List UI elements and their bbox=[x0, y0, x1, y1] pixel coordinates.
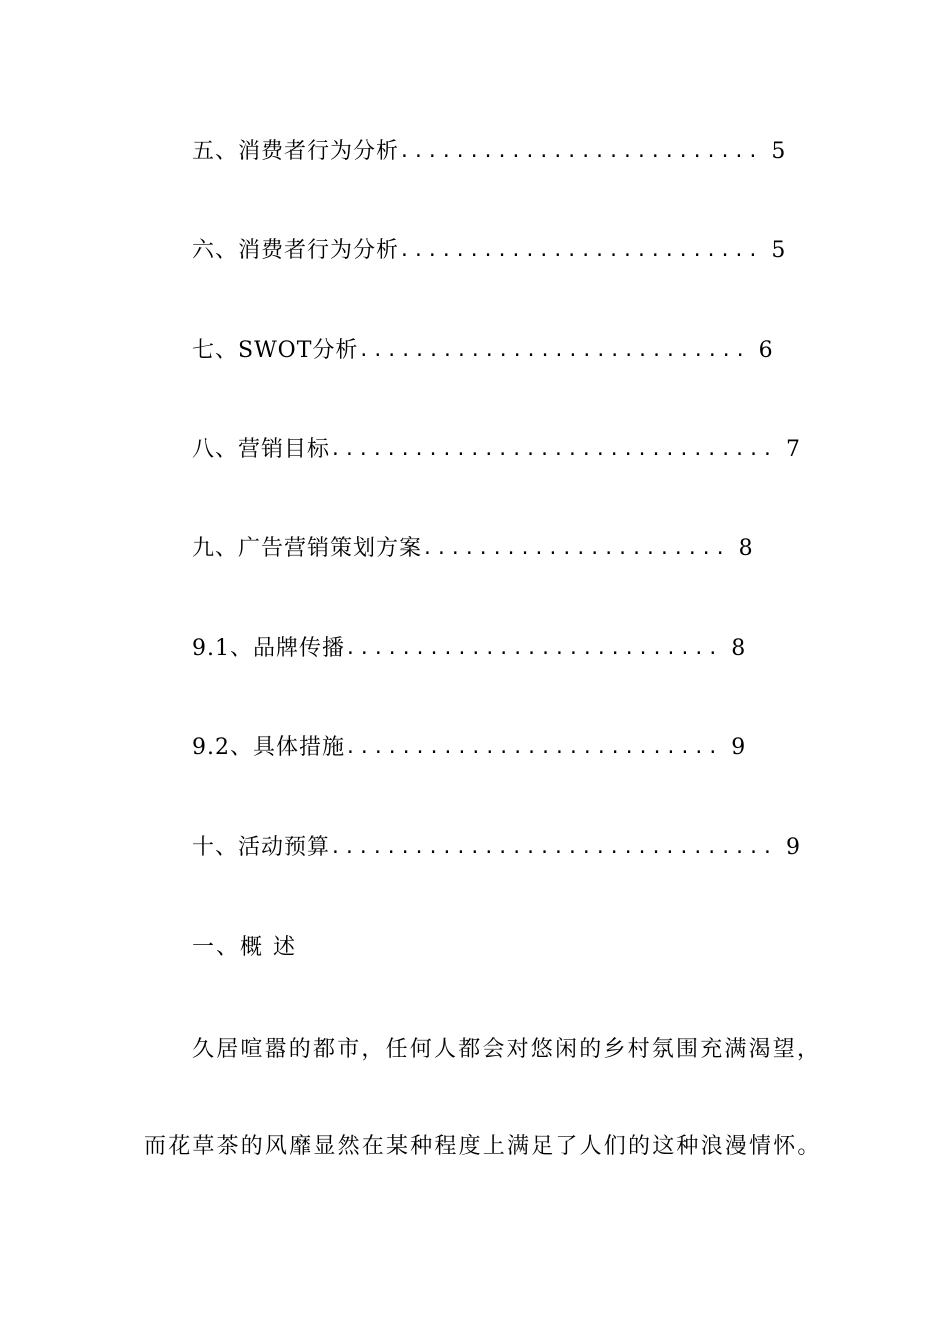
toc-entry-title: 十、活动预算 bbox=[192, 835, 331, 860]
toc-entry-leader: ............................ bbox=[358, 340, 749, 361]
toc-entry-page: 5 bbox=[771, 238, 787, 263]
toc-entry[interactable] bbox=[192, 132, 786, 172]
toc-entry[interactable] bbox=[192, 430, 801, 470]
toc-entry-leader: ................................ bbox=[330, 439, 776, 460]
toc-entry-title: 9.2、具体措施 bbox=[192, 735, 345, 760]
toc-entry[interactable] bbox=[192, 231, 786, 271]
toc-entry-page: 7 bbox=[786, 437, 801, 462]
paragraph-line: 而花草茶的风靡显然在某种程度上满足了人们的这种浪漫情怀。 bbox=[144, 1134, 822, 1159]
toc-entry-leader: ...................... bbox=[422, 538, 729, 559]
section-heading: 一、概 述 bbox=[192, 935, 297, 960]
toc-entry-leader: ........................... bbox=[345, 737, 722, 758]
toc-entry-leader: .......................... bbox=[399, 141, 762, 162]
toc-entry[interactable] bbox=[192, 529, 754, 569]
toc-entry-page: 8 bbox=[731, 636, 747, 661]
toc-entry-page: 8 bbox=[738, 536, 754, 561]
toc-entry-page: 9 bbox=[731, 735, 747, 760]
toc-entry[interactable] bbox=[192, 728, 746, 768]
toc-entry-title: 七、SWOT分析 bbox=[192, 338, 359, 363]
toc-entry[interactable] bbox=[192, 629, 746, 669]
toc-entry[interactable] bbox=[192, 331, 774, 371]
toc-entry-leader: .......................... bbox=[399, 240, 762, 261]
toc-entry-title: 八、营销目标 bbox=[192, 437, 331, 462]
paragraph-line: 久居喧嚣的都市，任何人都会对悠闲的乡村氛围充满渴望， bbox=[192, 1037, 822, 1062]
toc-entry-title: 六、消费者行为分析 bbox=[192, 238, 400, 263]
toc-entry[interactable] bbox=[192, 828, 801, 868]
toc-entry-leader: ................................ bbox=[330, 837, 776, 858]
toc-entry-title: 9.1、品牌传播 bbox=[192, 636, 345, 661]
toc-entry-title: 五、消费者行为分析 bbox=[192, 139, 400, 164]
toc-entry-leader: ........................... bbox=[345, 638, 722, 659]
toc-entry-page: 9 bbox=[786, 835, 801, 860]
toc-entry-page: 6 bbox=[758, 338, 774, 363]
toc-entry-page: 5 bbox=[771, 139, 787, 164]
toc-entry-title: 九、广告营销策划方案 bbox=[192, 536, 423, 561]
